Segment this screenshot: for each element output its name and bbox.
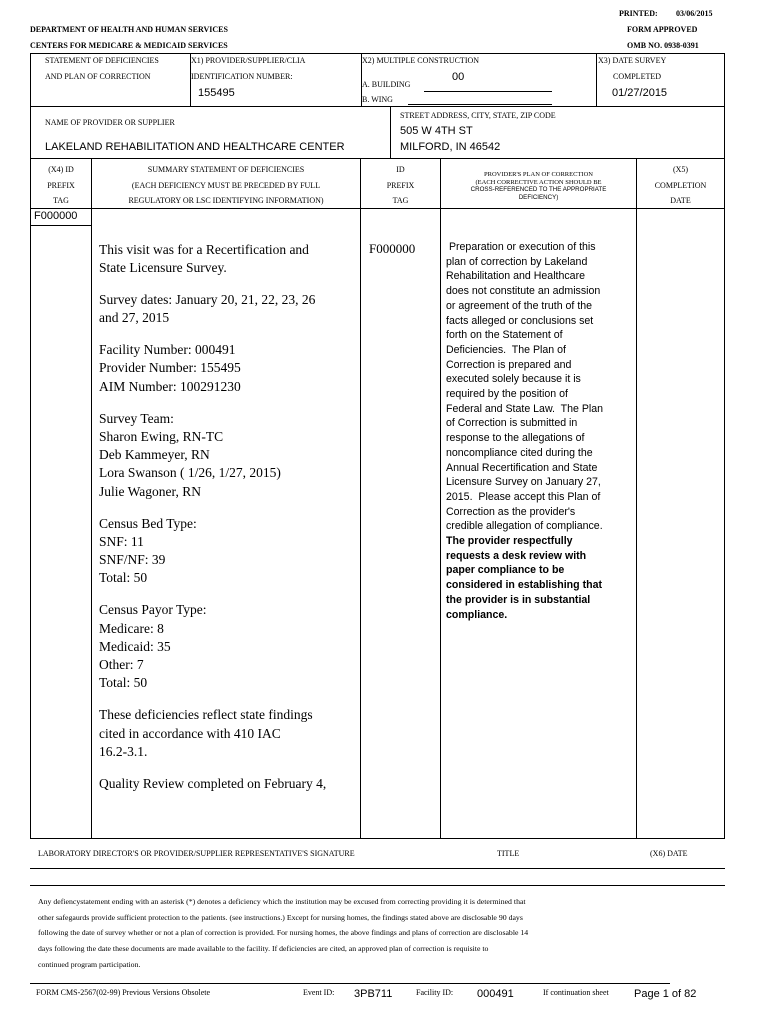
- completion-label: COMPLETION: [654, 181, 707, 190]
- x4-prefix-label: PREFIX: [47, 181, 75, 190]
- x2-label: X2) MULTIPLE CONSTRUCTION: [362, 56, 480, 65]
- poc-bold-line: paper compliance to be: [446, 564, 565, 577]
- poc-line: 2015. Please accept this Plan of: [446, 490, 601, 503]
- summary-line: Provider Number: 155495: [99, 360, 241, 376]
- summary-line: Facility Number: 000491: [99, 342, 236, 358]
- building-label: A. BUILDING: [362, 80, 411, 89]
- summary-line: [99, 501, 326, 515]
- disclaimer-line: following the date of survey whether or not a plan of correction is provided. For nursing homes, the above findings and plans of correction are disclosable 14: [38, 928, 529, 938]
- summary-header-1: SUMMARY STATEMENT OF DEFICIENCIES: [147, 165, 305, 174]
- id-tag-label: TAG: [392, 196, 409, 205]
- provider-name-label: NAME OF PROVIDER OR SUPPLIER: [45, 118, 175, 127]
- facility-id-label: Facility ID:: [416, 988, 454, 997]
- poc-line: forth on the Statement of: [446, 329, 563, 342]
- summary-line: These deficiencies reflect state findings: [99, 707, 313, 723]
- poc-line: facts alleged or conclusions set: [446, 314, 594, 327]
- poc-line: Correction is prepared and: [446, 358, 572, 371]
- summary-header-2: (EACH DEFICIENCY MUST BE PRECEDED BY FULL: [131, 181, 321, 190]
- summary-line: Other: 7: [99, 657, 144, 673]
- x5-label: (X5): [672, 165, 689, 174]
- summary-line: Julie Wagoner, RN: [99, 483, 201, 499]
- form-number: FORM CMS-2567(02-99) Previous Versions Obsolete: [36, 988, 211, 997]
- title-label: TITLE: [497, 849, 520, 858]
- building-value: 00: [452, 71, 465, 83]
- summary-header-3: REGULATORY OR LSC IDENTIFYING INFORMATION): [128, 196, 324, 205]
- poc-line: Federal and State Law. The Plan: [446, 402, 604, 415]
- survey-date: 01/27/2015: [612, 87, 668, 99]
- summary-line: Quality Review completed on February 4,: [99, 775, 327, 791]
- poc-line: does not constitute an admission: [446, 285, 601, 298]
- poc-header-1: PROVIDER'S PLAN OF CORRECTION: [484, 171, 593, 178]
- summary-line: SNF: 11: [99, 533, 144, 549]
- poc-line: Rehabilitation and Healthcare: [446, 270, 585, 283]
- director-signature-label: LABORATORY DIRECTOR'S OR PROVIDER/SUPPLIER REPRESENTATIVE'S SIGNATURE: [38, 849, 355, 858]
- x4-id-label: (X4) ID: [48, 165, 74, 174]
- poc-line: Annual Recertification and State: [446, 461, 598, 474]
- summary-line: Lora Swanson ( 1/26, 1/27, 2015): [99, 465, 281, 481]
- summary-line: and 27, 2015: [99, 310, 170, 326]
- event-id-label: Event ID:: [303, 988, 335, 997]
- plan-of-correction: [446, 240, 603, 622]
- x4-tag-label: TAG: [53, 196, 69, 205]
- poc-line: Deficiencies. The Plan of: [446, 343, 566, 356]
- summary-line: 16.2-3.1.: [99, 743, 148, 759]
- printed-label: PRINTED:: [619, 9, 658, 18]
- right-tag: F000000: [369, 241, 416, 256]
- printed-date: 03/06/2015: [676, 9, 713, 18]
- poc-line: executed solely because it is: [446, 373, 581, 386]
- date-label: DATE: [670, 196, 691, 205]
- continuation-label: If continuation sheet: [543, 988, 609, 997]
- summary-line: [99, 588, 326, 602]
- poc-line: required by the position of: [446, 388, 568, 401]
- disclaimer-line: Any defiencystatement ending with an asterisk (*) denotes a deficiency which the institution may be excused from correcting providing it is determined that: [38, 897, 526, 906]
- address-street: 505 W 4TH ST: [400, 125, 473, 137]
- summary-line: Medicare: 8: [99, 620, 164, 636]
- poc-bold-line: requests a desk review with: [446, 549, 587, 562]
- x6-date-label: (X6) DATE: [650, 849, 688, 858]
- address-city: MILFORD, IN 46542: [400, 141, 501, 153]
- summary-line: Total: 50: [99, 675, 148, 691]
- summary-line: State Licensure Survey.: [99, 260, 227, 276]
- id-prefix-label: PREFIX: [386, 181, 415, 190]
- poc-line: response to the allegations of: [446, 432, 585, 445]
- x3-label: X3) DATE SURVEY: [598, 56, 667, 65]
- summary-line: cited in accordance with 410 IAC: [99, 725, 281, 741]
- poc-header-4: DEFICIENCY): [518, 194, 559, 201]
- event-id: 3PB711: [354, 988, 393, 1000]
- poc-line: plan of correction by Lakeland: [446, 255, 588, 268]
- summary-line: Sharon Ewing, RN-TC: [99, 428, 224, 444]
- centers-title: CENTERS FOR MEDICARE & MEDICAID SERVICES: [30, 41, 228, 50]
- plan-label: AND PLAN OF CORRECTION: [45, 72, 151, 81]
- summary-line: [99, 328, 326, 342]
- summary-statement: [99, 241, 326, 793]
- poc-bold-line: The provider respectfully: [446, 535, 573, 548]
- department-title: DEPARTMENT OF HEALTH AND HUMAN SERVICES: [30, 25, 228, 34]
- provider-id: 155495: [198, 87, 235, 99]
- summary-line: Census Payor Type:: [99, 602, 207, 618]
- wing-label: B. WING: [362, 95, 393, 104]
- poc-line: or agreement of the truth of the: [446, 299, 593, 312]
- page-number: Page 1 of 82: [634, 988, 697, 1000]
- summary-line: Survey dates: January 20, 21, 22, 23, 26: [99, 292, 316, 308]
- x1-label: X1) PROVIDER/SUPPLIER/CLIA: [191, 56, 306, 65]
- summary-line: Census Bed Type:: [99, 515, 197, 531]
- disclaimer-line: days following the date these documents are made available to the facility. If deficiencies are cited, an approved plan of correction is requisite to: [38, 944, 489, 954]
- poc-header-3: CROSS-REFERENCED TO THE APPROPRIATE: [470, 186, 607, 193]
- summary-line: [99, 693, 326, 707]
- summary-line: Survey Team:: [99, 410, 174, 426]
- statement-label: STATEMENT OF DEFICIENCIES: [45, 56, 159, 65]
- summary-line: [99, 761, 326, 775]
- provider-name: LAKELAND REHABILITATION AND HEALTHCARE CENTER: [45, 141, 345, 153]
- poc-line: credible allegation of compliance.: [446, 520, 603, 533]
- summary-line: Deb Kammeyer, RN: [99, 447, 210, 463]
- form-approved: FORM APPROVED: [627, 25, 698, 34]
- poc-bold-line: the provider is in substantial: [446, 593, 591, 606]
- disclaimer-line: other safegaurds provide sufficient protection to the patients. (see instructions.) Except for nursing homes, the findings stated above are disclosable 90 days: [38, 912, 523, 922]
- poc-header-2: (EACH CORRECTIVE ACTION SHOULD BE: [475, 179, 602, 186]
- poc-line: of Correction is submitted in: [446, 417, 578, 430]
- completed-label: COMPLETED: [613, 72, 661, 81]
- disclaimer-line: continued program participation.: [38, 959, 141, 969]
- poc-line: Licensure Survey on January 27,: [446, 476, 601, 489]
- poc-bold-line: compliance.: [446, 608, 508, 621]
- summary-line: [99, 396, 326, 410]
- summary-line: Medicaid: 35: [99, 638, 171, 654]
- summary-line: This visit was for a Recertification and: [99, 242, 309, 257]
- facility-id: 000491: [477, 988, 514, 1000]
- left-tag: F000000: [34, 210, 78, 222]
- omb-number: OMB NO. 0938-0391: [627, 41, 699, 50]
- id-label: ID: [396, 165, 405, 174]
- summary-line: SNF/NF: 39: [99, 552, 166, 568]
- poc-bold-line: considered in establishing that: [446, 579, 602, 592]
- disclaimer-text: [38, 894, 528, 973]
- summary-line: AIM Number: 100291230: [99, 378, 241, 394]
- summary-line: [99, 278, 326, 292]
- summary-line: Total: 50: [99, 570, 148, 586]
- poc-line: noncompliance cited during the: [446, 446, 593, 459]
- identification-label: IDENTIFICATION NUMBER:: [191, 72, 293, 81]
- poc-line: Preparation or execution of this: [446, 241, 596, 253]
- poc-line: Correction as the provider's: [446, 505, 576, 518]
- address-label: STREET ADDRESS, CITY, STATE, ZIP CODE: [400, 111, 556, 120]
